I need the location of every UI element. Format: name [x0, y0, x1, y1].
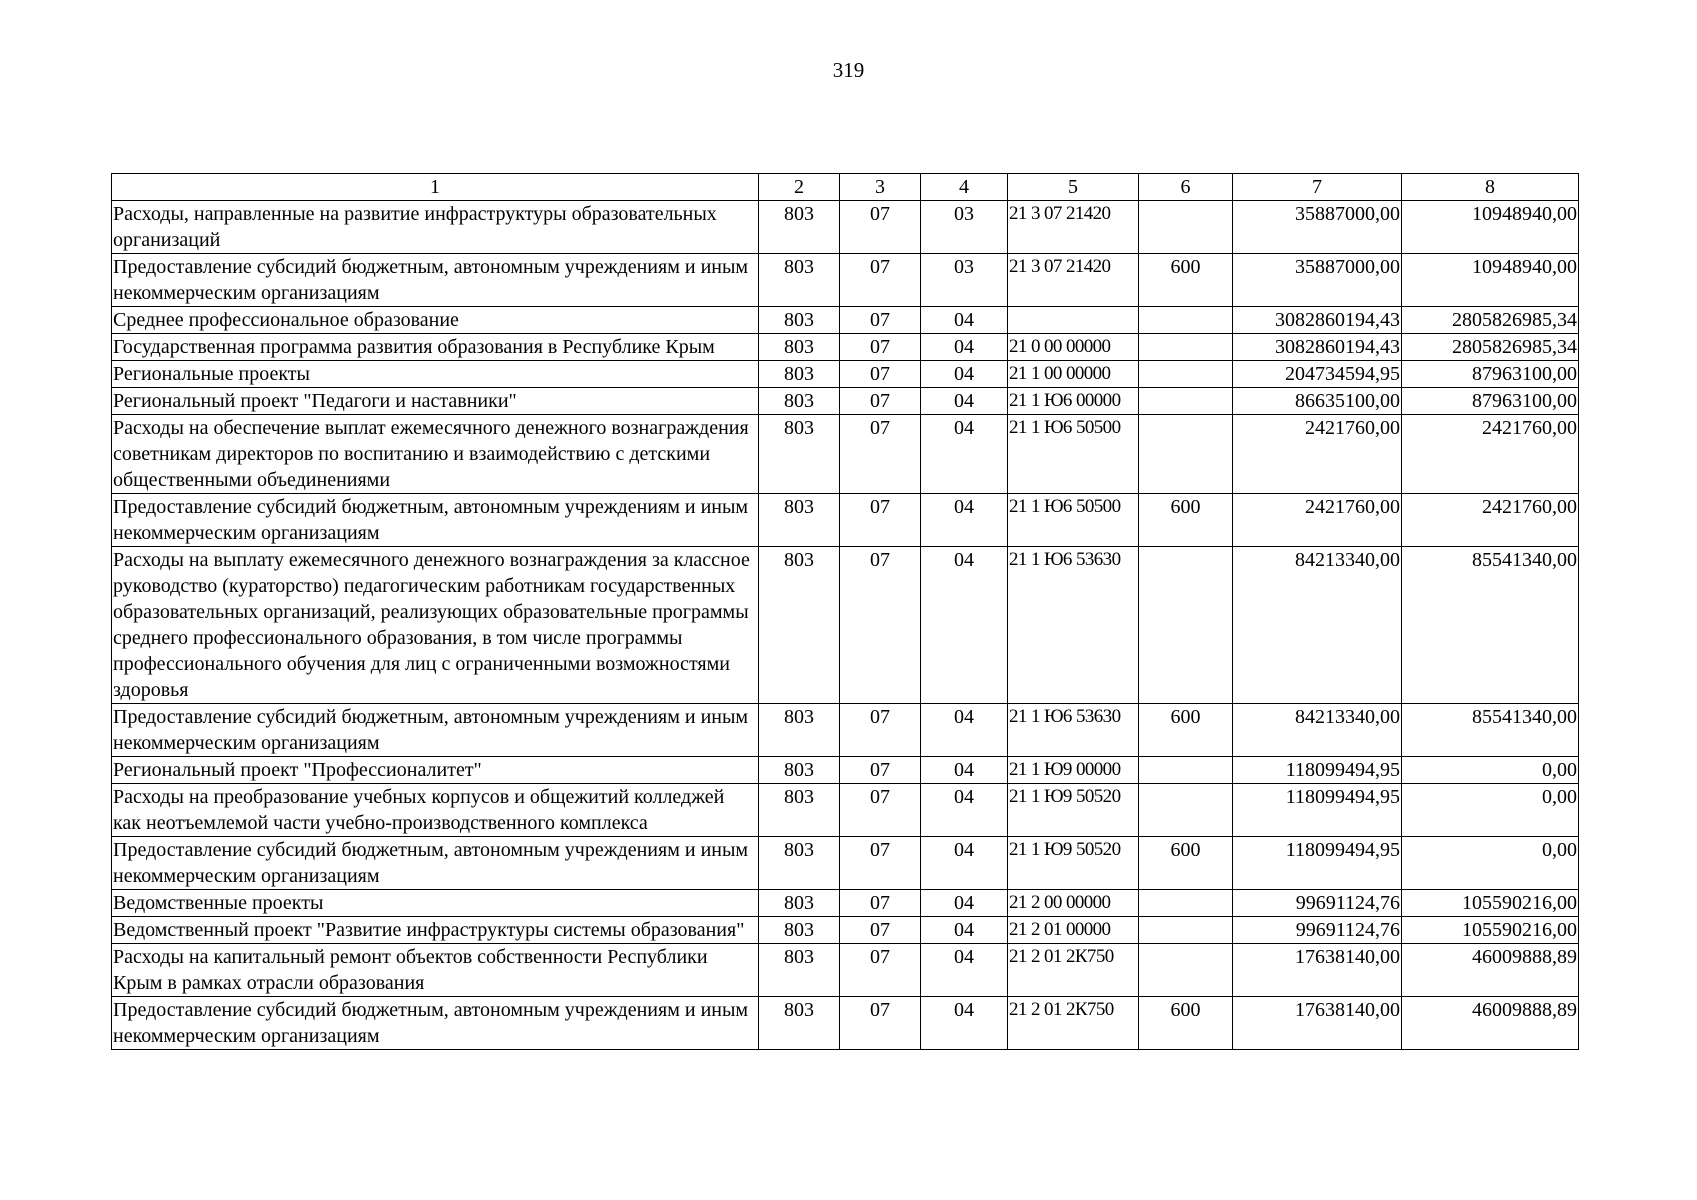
- subsection-code: 04: [921, 704, 1008, 757]
- target-article-code: 21 1 Ю9 50520: [1008, 784, 1139, 837]
- expense-type-code: [1139, 307, 1233, 334]
- target-article-code: 21 1 Ю6 53630: [1008, 547, 1139, 704]
- amount-col-8: 85541340,00: [1402, 547, 1579, 704]
- row-name: Расходы на преобразование учебных корпусов и общежитий колледжей как неотъемлемой части учебно-производственного комплекса: [112, 784, 759, 837]
- expense-type-code: 600: [1139, 704, 1233, 757]
- expense-type-code: [1139, 415, 1233, 494]
- expense-type-code: [1139, 944, 1233, 997]
- row-name: Среднее профессиональное образование: [112, 307, 759, 334]
- table-row: [112, 784, 1579, 837]
- amount-col-8: 2421760,00: [1402, 415, 1579, 494]
- expense-type-code: [1139, 784, 1233, 837]
- amount-col-8: 10948940,00: [1402, 254, 1579, 307]
- target-article-code: 21 3 07 21420: [1008, 254, 1139, 307]
- table-row: [112, 201, 1579, 254]
- amount-col-7: 86635100,00: [1233, 388, 1402, 415]
- amount-col-8: 46009888,89: [1402, 997, 1579, 1050]
- table-row: [112, 388, 1579, 415]
- expense-type-code: [1139, 201, 1233, 254]
- amount-col-7: 84213340,00: [1233, 704, 1402, 757]
- ministry-code: 803: [759, 917, 840, 944]
- section-code: 07: [840, 547, 921, 704]
- section-code: 07: [840, 361, 921, 388]
- expense-type-code: [1139, 757, 1233, 784]
- row-name: Предоставление субсидий бюджетным, автономным учреждениям и иным некоммерческим организациям: [112, 997, 759, 1050]
- ministry-code: 803: [759, 837, 840, 890]
- header-row: [112, 174, 1579, 201]
- ministry-code: 803: [759, 361, 840, 388]
- section-code: 07: [840, 415, 921, 494]
- subsection-code: 04: [921, 784, 1008, 837]
- expense-type-code: [1139, 890, 1233, 917]
- amount-col-8: 105590216,00: [1402, 917, 1579, 944]
- ministry-code: 803: [759, 784, 840, 837]
- subsection-code: 03: [921, 254, 1008, 307]
- target-article-code: 21 3 07 21420: [1008, 201, 1139, 254]
- table-row: [112, 890, 1579, 917]
- expense-type-code: [1139, 334, 1233, 361]
- section-code: 07: [840, 917, 921, 944]
- target-article-code: 21 2 00 00000: [1008, 890, 1139, 917]
- subsection-code: 04: [921, 334, 1008, 361]
- row-name: Предоставление субсидий бюджетным, автономным учреждениям и иным некоммерческим организациям: [112, 254, 759, 307]
- target-article-code: [1008, 307, 1139, 334]
- amount-col-8: 2805826985,34: [1402, 334, 1579, 361]
- ministry-code: 803: [759, 704, 840, 757]
- ministry-code: 803: [759, 415, 840, 494]
- expense-type-code: [1139, 917, 1233, 944]
- ministry-code: 803: [759, 944, 840, 997]
- amount-col-8: 46009888,89: [1402, 944, 1579, 997]
- subsection-code: 04: [921, 757, 1008, 784]
- column-header: 1: [112, 174, 759, 201]
- section-code: 07: [840, 837, 921, 890]
- ministry-code: 803: [759, 307, 840, 334]
- row-name: Предоставление субсидий бюджетным, автономным учреждениям и иным некоммерческим организациям: [112, 837, 759, 890]
- table-row: [112, 944, 1579, 997]
- row-name: Региональный проект "Педагоги и наставники": [112, 388, 759, 415]
- amount-col-8: 2421760,00: [1402, 494, 1579, 547]
- table-row: [112, 704, 1579, 757]
- table-row: [112, 361, 1579, 388]
- amount-col-7: 3082860194,43: [1233, 334, 1402, 361]
- section-code: 07: [840, 944, 921, 997]
- row-name: Государственная программа развития образования в Республике Крым: [112, 334, 759, 361]
- column-header: 4: [921, 174, 1008, 201]
- row-name: Региональные проекты: [112, 361, 759, 388]
- target-article-code: 21 1 00 00000: [1008, 361, 1139, 388]
- table-row: [112, 837, 1579, 890]
- expense-type-code: 600: [1139, 997, 1233, 1050]
- ministry-code: 803: [759, 890, 840, 917]
- row-name: Региональный проект "Профессионалитет": [112, 757, 759, 784]
- subsection-code: 04: [921, 361, 1008, 388]
- column-header: 6: [1139, 174, 1233, 201]
- column-header: 8: [1402, 174, 1579, 201]
- subsection-code: 04: [921, 917, 1008, 944]
- subsection-code: 04: [921, 415, 1008, 494]
- target-article-code: 21 1 Ю6 00000: [1008, 388, 1139, 415]
- subsection-code: 04: [921, 944, 1008, 997]
- row-name: Предоставление субсидий бюджетным, автономным учреждениям и иным некоммерческим организациям: [112, 704, 759, 757]
- section-code: 07: [840, 307, 921, 334]
- table-row: [112, 997, 1579, 1050]
- row-name: Расходы на капитальный ремонт объектов собственности Республики Крым в рамках отрасли образования: [112, 944, 759, 997]
- row-name: Расходы, направленные на развитие инфраструктуры образовательных организаций: [112, 201, 759, 254]
- expense-type-code: [1139, 547, 1233, 704]
- row-name: Ведомственный проект "Развитие инфраструктуры системы образования": [112, 917, 759, 944]
- ministry-code: 803: [759, 254, 840, 307]
- section-code: 07: [840, 334, 921, 361]
- amount-col-7: 99691124,76: [1233, 917, 1402, 944]
- section-code: 07: [840, 997, 921, 1050]
- amount-col-7: 118099494,95: [1233, 784, 1402, 837]
- column-header: 2: [759, 174, 840, 201]
- amount-col-8: 2805826985,34: [1402, 307, 1579, 334]
- target-article-code: 21 1 Ю6 50500: [1008, 494, 1139, 547]
- table-row: [112, 917, 1579, 944]
- amount-col-7: 2421760,00: [1233, 494, 1402, 547]
- section-code: 07: [840, 201, 921, 254]
- ministry-code: 803: [759, 547, 840, 704]
- subsection-code: 04: [921, 890, 1008, 917]
- amount-col-8: 0,00: [1402, 784, 1579, 837]
- target-article-code: 21 2 01 2К750: [1008, 997, 1139, 1050]
- column-header: 7: [1233, 174, 1402, 201]
- expense-type-code: 600: [1139, 494, 1233, 547]
- target-article-code: 21 1 Ю6 53630: [1008, 704, 1139, 757]
- ministry-code: 803: [759, 201, 840, 254]
- subsection-code: 04: [921, 494, 1008, 547]
- subsection-code: 03: [921, 201, 1008, 254]
- row-name: Предоставление субсидий бюджетным, автономным учреждениям и иным некоммерческим организациям: [112, 494, 759, 547]
- amount-col-7: 35887000,00: [1233, 254, 1402, 307]
- column-header: 5: [1008, 174, 1139, 201]
- subsection-code: 04: [921, 837, 1008, 890]
- section-code: 07: [840, 388, 921, 415]
- section-code: 07: [840, 494, 921, 547]
- ministry-code: 803: [759, 997, 840, 1050]
- subsection-code: 04: [921, 307, 1008, 334]
- amount-col-7: 3082860194,43: [1233, 307, 1402, 334]
- table-row: [112, 254, 1579, 307]
- ministry-code: 803: [759, 494, 840, 547]
- expense-type-code: [1139, 388, 1233, 415]
- subsection-code: 04: [921, 547, 1008, 704]
- amount-col-7: 2421760,00: [1233, 415, 1402, 494]
- section-code: 07: [840, 784, 921, 837]
- table-row: [112, 415, 1579, 494]
- section-code: 07: [840, 890, 921, 917]
- amount-col-8: 0,00: [1402, 837, 1579, 890]
- ministry-code: 803: [759, 757, 840, 784]
- amount-col-7: 99691124,76: [1233, 890, 1402, 917]
- table-row: [112, 757, 1579, 784]
- expense-type-code: [1139, 361, 1233, 388]
- subsection-code: 04: [921, 388, 1008, 415]
- row-name: Расходы на обеспечение выплат ежемесячного денежного вознаграждения советникам директоров по воспитанию и взаимодействию с детскими общественными объединениями: [112, 415, 759, 494]
- target-article-code: 21 2 01 2К750: [1008, 944, 1139, 997]
- section-code: 07: [840, 757, 921, 784]
- target-article-code: 21 1 Ю9 00000: [1008, 757, 1139, 784]
- amount-col-7: 17638140,00: [1233, 944, 1402, 997]
- budget-table: [111, 173, 1579, 1050]
- amount-col-7: 17638140,00: [1233, 997, 1402, 1050]
- ministry-code: 803: [759, 388, 840, 415]
- amount-col-8: 10948940,00: [1402, 201, 1579, 254]
- section-code: 07: [840, 254, 921, 307]
- page-number: 319: [832, 58, 865, 82]
- amount-col-8: 0,00: [1402, 757, 1579, 784]
- target-article-code: 21 1 Ю9 50520: [1008, 837, 1139, 890]
- section-code: 07: [840, 704, 921, 757]
- amount-col-7: 84213340,00: [1233, 547, 1402, 704]
- table-row: [112, 307, 1579, 334]
- expense-type-code: 600: [1139, 837, 1233, 890]
- amount-col-8: 87963100,00: [1402, 388, 1579, 415]
- table-row: [112, 494, 1579, 547]
- subsection-code: 04: [921, 997, 1008, 1050]
- target-article-code: 21 1 Ю6 50500: [1008, 415, 1139, 494]
- amount-col-8: 105590216,00: [1402, 890, 1579, 917]
- amount-col-8: 87963100,00: [1402, 361, 1579, 388]
- target-article-code: 21 2 01 00000: [1008, 917, 1139, 944]
- ministry-code: 803: [759, 334, 840, 361]
- column-header: 3: [840, 174, 921, 201]
- target-article-code: 21 0 00 00000: [1008, 334, 1139, 361]
- table-row: [112, 547, 1579, 704]
- amount-col-7: 35887000,00: [1233, 201, 1402, 254]
- table-row: [112, 334, 1579, 361]
- amount-col-7: 204734594,95: [1233, 361, 1402, 388]
- table-body: [112, 174, 1579, 1050]
- amount-col-7: 118099494,95: [1233, 837, 1402, 890]
- amount-col-7: 118099494,95: [1233, 757, 1402, 784]
- row-name: Расходы на выплату ежемесячного денежного вознаграждения за классное руководство (кураторство) педагогическим работникам государственных образовательных организаций, реализующих образовательные программы среднего профессионального образования, в том числе программы профессионального обучения для лиц с ограниченными возможностями здоровья: [112, 547, 759, 704]
- row-name: Ведомственные проекты: [112, 890, 759, 917]
- amount-col-8: 85541340,00: [1402, 704, 1579, 757]
- expense-type-code: 600: [1139, 254, 1233, 307]
